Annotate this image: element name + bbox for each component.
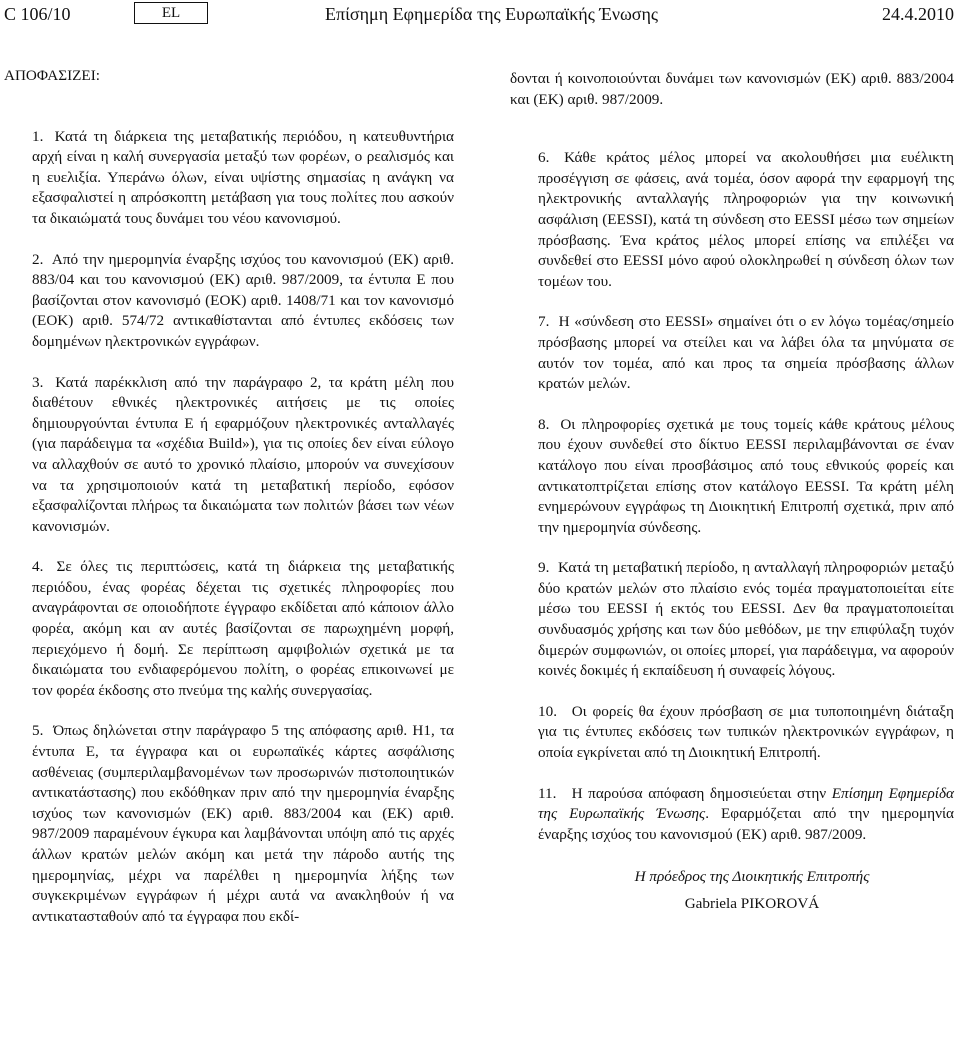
paragraph-5-continuation: δονται ή κοινοποιούνται δυνάμει των κανονισμών (ΕΚ) αριθ. 883/2004 και (ΕΚ) αριθ. 987/2009. [510,70,954,108]
paragraph-number: 8. [538,415,550,433]
decision-heading: ΑΠΟΦΑΣΙΖΕΙ: [4,67,100,84]
paragraph-text: Η «σύνδεση στο EESSI» σημαίνει ότι ο εν λόγω τομέας/σημείο πρόσβασης μπορεί να στείλει και να λάβει όλα τα μηνύματα σε αυτόν τον τομέα, από και προς τα σημεία πρόσβασης άλλων κρατών μελών. [538,313,954,393]
journal-name-italic: Επίσημη Εφημερίδα της Ευρωπαϊκής Ένωσης [538,784,955,823]
paragraph-4 [4,557,454,701]
paragraph-text: Όπως δηλώνεται στην παράγραφο 5 της απόφασης αριθ. H1, τα έντυπα E, τα έγγραφα και οι ευρωπαϊκές κάρτες ασφάλισης ασθένειας (συμπεριλαμβανομένων των προσωρινών πιστοποιητικών αντικατάστασης) που εκδόθηκαν πριν από την ημερομηνία έναρξης ισχύος των κανονισμών (ΕΚ) αριθ. 883/2004 και (ΕΚ) αριθ. 987/2009 παραμένουν έγκυρα και λαμβάνονται υπόψη από τις αρχές άλλων κρατών μελών ακόμη και μετά την πάροδο αυτής της ημερομηνίας, μέχρι να παρέλθει η ημερομηνία λήξης των συγκεκριμένων εγγράφων ή μέχρι αυτά να ανακληθούν ή να αντικατασταθούν από τα έγγραφα που εκδί- [32,722,455,925]
signature-name: Gabriela PIKOROVÁ [684,895,820,912]
journal-title: Επίσημη Εφημερίδα της Ευρωπαϊκής Ένωσης [325,4,659,24]
paragraph-number: 5. [32,722,44,740]
paragraph-10 [510,702,954,764]
paragraph-6 [510,148,954,292]
paragraph-text: Κάθε κράτος μέλος μπορεί να ακολουθήσει μια ευέλικτη προσέγγιση σε φάσεις, ανά τομέα, όσον αφορά την εφαρμογή της ηλεκτρονικής ανταλλαγής πληροφοριών για την κοινωνική ασφάλιση (EESSI), κατά τη σύνδεση στο EESSI μέσω των σημείων πρόσβασης. Ένα κράτος μέλος μπορεί επίσης να επιλέξει να συνδεθεί στο EESSI μόνο αφού ολοκληρωθεί η σύνδεση όλων των τομέων του. [538,149,954,290]
paragraph-1 [4,127,454,230]
page-header [0,0,960,34]
paragraph-text: Κατά τη μεταβατική περίοδο, η ανταλλαγή πληροφοριών μεταξύ δύο κρατών μελών στο πλαίσιο ενός τομέα πραγματοποιείται είτε μέσω του EESSI ή εκτός του EESSI. Δεν θα πραγματοποιείται συνδυασμός χρήσης και των δύο μεθόδων, με την επιφύλαξη τυχόν διμερών συμφωνιών, οι οποίες μπορεί, για παράδειγμα, να αφορούν κοινές δοκιμές ή εκπαίδευση ή συναφείς λόγους. [538,559,954,680]
language-code-box: EL [134,2,208,24]
paragraph-5 [4,721,454,927]
paragraph-text: Κατά παρέκκλιση από την παράγραφο 2, τα κράτη μέλη που διαθέτουν εθνικές ηλεκτρονικές αιτήσεις με τις οποίες δημιουργούνται έντυπα E ή εφαρμόζουν ηλεκτρονικές ανταλλαγές (για παράδειγμα τα «σχέδια Build»), για τις οποίες δεν είναι εύλογο να αλλαχθούν σε αυτό το χρονικό πλαίσιο, μπορούν να συνεχίσουν να τα χρησιμοποιούν κατά τη μεταβατική περίοδο, εφόσον εξασφαλίζονται πλήρως τα δικαιώματα των πολιτών βάσει των νέων κανονισμών. [32,373,455,535]
signature-title: Η πρόεδρος της Διοικητικής Επιτροπής [634,868,870,886]
left-column [4,66,454,947]
paragraph-9 [510,558,954,682]
paragraph-number: 11. [538,784,557,802]
paragraph-3 [4,373,454,538]
paragraph-text: . Εφαρμόζεται από την ημερομηνία έναρξης ισχύος του κανονισμού (ΕΚ) αριθ. 987/2009. [538,805,954,843]
paragraph-8 [510,415,954,539]
paragraph-7 [510,312,954,394]
paragraph-text: Κατά τη διάρκεια της μεταβατικής περιόδου, η κατευθυντήρια αρχή είναι η καλή συνεργασία μεταξύ των φορέων, ο ρεαλισμός και η ευελιξία. Υπεράνω όλων, είναι υψίστης σημασίας η ανάγκη να εξασφαλιστεί η απρόσκοπτη μετάβαση για τους πολίτες που ασκούν τα δικαιώματά τους δυνάμει του νέου κανονισμού. [32,127,455,227]
paragraph-text: Η παρούσα απόφαση δημοσιεύεται στην [571,784,832,802]
publication-date: 24.4.2010 [882,4,954,24]
paragraph-11 [510,784,954,846]
paragraph-number: 7. [538,313,550,331]
paragraph-number: 3. [32,373,44,391]
paragraph-text: Οι φορείς θα έχουν πρόσβαση σε μια τυποποιημένη διάταξη για τις έντυπες εκδόσεις των τυπικών ηλεκτρονικών εγγράφων, η οποία εγκρίνεται από τη Διοικητική Επιτροπή. [538,702,954,762]
paragraph-2 [4,250,454,353]
paragraph-text: Από την ημερομηνία έναρξης ισχύος του κανονισμού (ΕΚ) αριθ. 883/04 και του κανονισμού (ΕΚ) αριθ. 987/2009, τα έντυπα E που βασίζονται στον κανονισμό (ΕΟΚ) αριθ. 1408/71 και τον κανονισμό (ΕΟΚ) αριθ. 574/72 αντικαθίστανται από έντυπες εκδόσεις των δομημένων ηλεκτρονικών εγγράφων. [32,250,454,350]
paragraph-text: Οι πληροφορίες σχετικά με τους τομείς κάθε κράτους μέλους που έχουν συνδεθεί στο δίκτυο EESSI περιλαμβάνονται σε έναν κατάλογο που είναι προσβάσιμος από τους εθνικούς φορείς και αντικατοπτρίζεται επίσης στον κατάλογο EESSI. Τα κράτη μέλη ενημερώνουν εγγράφως τη Διοικητική Επιτροπή σχετικά, πριν από την ημερομηνία σύνδεσης. [538,415,954,536]
paragraph-number: 9. [538,559,550,577]
paragraph-number: 2. [32,250,44,268]
paragraph-number: 4. [32,558,44,576]
paragraph-text: Σε όλες τις περιπτώσεις, κατά τη διάρκεια της μεταβατικής περιόδου, ένας φορέας δέχεται τις σχετικές πληροφορίες που αναγράφονται σε οποιοδήποτε έγγραφο εκδίδεται από κάποιον άλλο φορέα, ακόμη και αν αυτές βασίζονται σε παρωχημένη μορφή, περιεχόμενο ή δομή. Σε περίπτωση αμφιβολιών σχετικά με τα δικαιώματα του ενδιαφερόμενου πολίτη, ο φορέας επικοινωνεί με τον φορέα έκδοσης στο πνεύμα της καλής συνεργασίας. [32,558,454,699]
right-column [510,69,954,915]
signature-block [510,867,954,914]
paragraph-number: 1. [32,127,44,145]
paragraph-number: 10. [538,702,557,720]
paragraph-number: 6. [538,149,550,167]
journal-reference: C 106/10 [4,4,71,24]
